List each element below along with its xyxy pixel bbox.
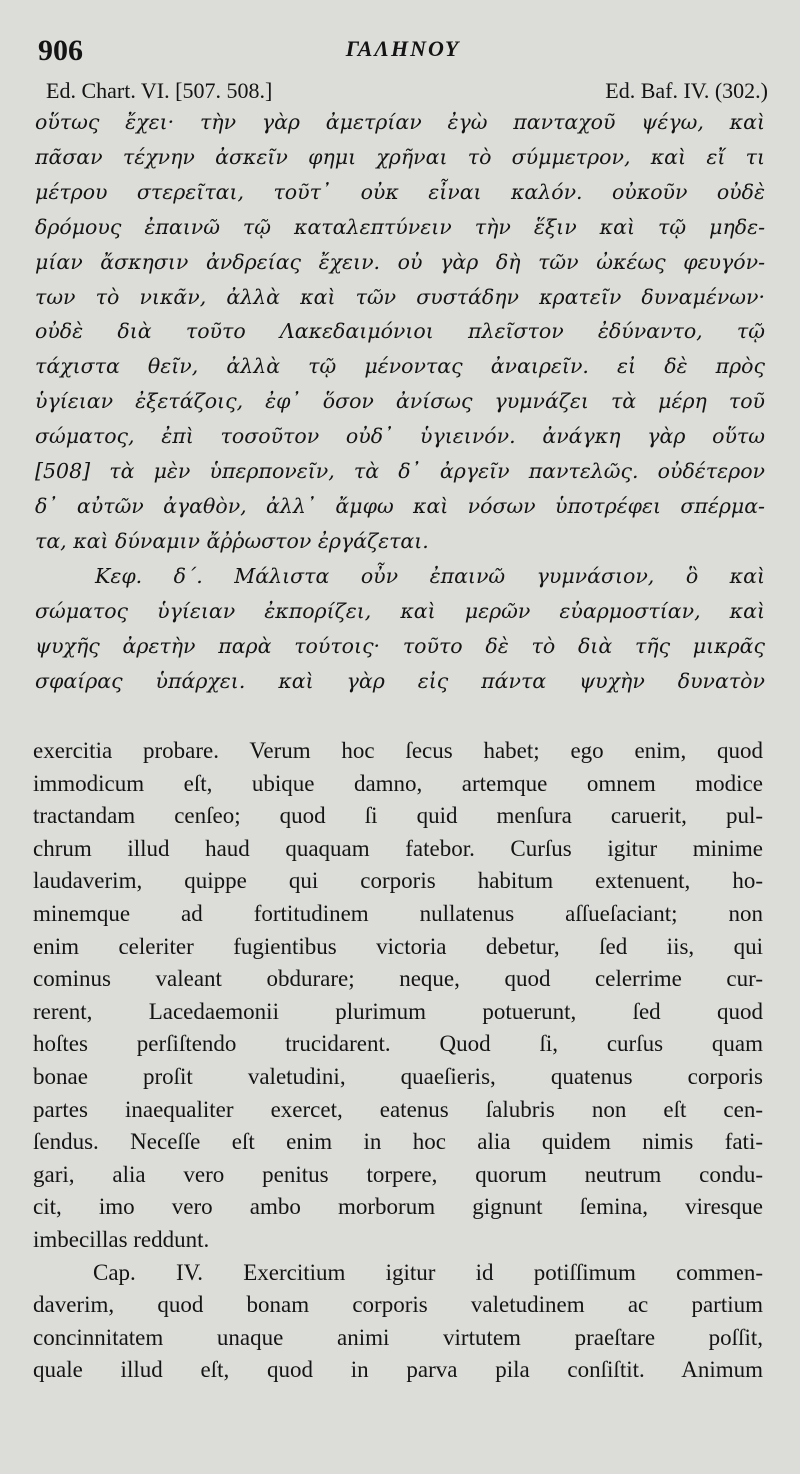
greek-line: σώματος ὑγίειαν ἐκπορίζει, καὶ μερῶν εὐαρμοστίαν, καὶ xyxy=(35,598,765,623)
latin-line: exercitia probare. Verum hoc ſecus habet; ego enim, quod xyxy=(33,738,763,763)
latin-line: quale illud eſt, quod in parva pila conſiſtit. Animum xyxy=(33,1357,763,1383)
latin-line: bonae proſit valetudini, quaeſieris, quatenus corporis xyxy=(33,1063,763,1089)
greek-line: σώματος, ἐπὶ τοσοῦτον οὐδ᾿ ὑγιεινόν. ἀνάγκη γὰρ οὕτω xyxy=(35,424,765,449)
edition-reference-line xyxy=(38,78,768,108)
edition-reference-basel: Ed. Baf. IV. (302.) xyxy=(605,78,768,103)
page-header xyxy=(38,26,768,76)
latin-line: ſendus. Neceſſe eſt enim in hoc alia quidem nimis fati- xyxy=(33,1129,763,1155)
greek-line: τα, καὶ δύναμιν ἄῤῥωστον ἐργάζεται. xyxy=(35,528,429,553)
latin-line: imbecillas reddunt. xyxy=(33,1226,210,1252)
latin-line: tractandam cenſeo; quod ſi quid menſura caruerit, pul- xyxy=(33,803,763,829)
latin-line: concinnitatem unaque animi virtutem praeſtare poſſit, xyxy=(33,1324,763,1350)
greek-chapter-heading-line: Κεφ. δ΄. Μάλιστα οὖν ἐπαινῶ γυμνάσιον, ὃ καὶ xyxy=(95,563,765,588)
greek-line: οὐδὲ διὰ τοῦτο Λακεδαιμόνιοι πλεῖστον ἐδύναντο, τῷ xyxy=(35,319,765,344)
greek-line: μίαν ἄσκησιν ἀνδρείας ἔχειν. οὐ γὰρ δὴ τῶν ὠκέως φευγόν- xyxy=(35,249,765,274)
latin-line: chrum illud haud quaquam fatebor. Curſus igitur minime xyxy=(33,835,763,861)
latin-line: cit, imo vero ambo morborum gignunt ſemina, viresque xyxy=(33,1194,763,1220)
running-title: ΓΑΛΗΝΟΥ xyxy=(345,36,461,61)
greek-line: ὑγίειαν ἐξετάζοις, ἐφ᾿ ὅσον ἀνίσως γυμνάζει τὰ μέρη τοῦ xyxy=(35,389,765,414)
greek-line: των τὸ νικᾶν, ἀλλὰ καὶ τῶν συστάδην κρατεῖν δυναμένων· xyxy=(35,284,765,309)
latin-line: immodicum eſt, ubique damno, artemque omnem modice xyxy=(33,770,763,796)
latin-line: hoſtes perſiſtendo trucidarent. Quod ſi, curſus quam xyxy=(33,1031,763,1057)
greek-line: τάχιστα θεῖν, ἀλλὰ τῷ μένοντας ἀναιρεῖν. εἰ δὲ πρὸς xyxy=(35,354,765,379)
greek-line: δ᾿ αὐτῶν ἀγαθὸν, ἀλλ᾿ ἄμφω καὶ νόσων ὑποτρέφει σπέρμα- xyxy=(35,493,765,518)
greek-line: οὕτως ἔχει· τὴν γὰρ ἀμετρίαν ἐγὼ πανταχοῦ ψέγω, καὶ xyxy=(35,110,765,134)
greek-line: σφαίρας ὑπάρχει. καὶ γὰρ εἰς πάντα ψυχὴν δυνατὸν xyxy=(35,668,765,693)
latin-line: partes inaequaliter exercet, eatenus ſalubris non eſt cen- xyxy=(33,1096,763,1122)
greek-line: ψυχῆς ἀρετὴν παρὰ τούτοις· τοῦτο δὲ τὸ διὰ τῆς μικρᾶς xyxy=(35,633,765,658)
latin-line: daverim, quod bonam corporis valetudinem ac partium xyxy=(33,1292,763,1318)
greek-line: [508] τὰ μὲν ὑπερπονεῖν, τὰ δ᾿ ἀργεῖν παντελῶς. οὐδέτερον xyxy=(35,459,765,484)
latin-line: cominus valeant obdurare; neque, quod celerrime cur- xyxy=(33,966,763,992)
greek-line: δρόμους ἐπαινῶ τῷ καταλεπτύνειν τὴν ἕξιν καὶ τῷ μηδε- xyxy=(35,214,765,239)
latin-line: rerent, Lacedaemonii plurimum potuerunt, ſed quod xyxy=(33,998,763,1024)
latin-line: gari, alia vero penitus torpere, quorum neutrum condu- xyxy=(33,1161,763,1187)
page-number: 906 xyxy=(38,34,83,67)
latin-line: enim celeriter fugientibus victoria debetur, ſed iis, qui xyxy=(33,933,763,959)
latin-line: laudaverim, quippe qui corporis habitum extenuent, ho- xyxy=(33,868,763,894)
latin-line: minemque ad fortitudinem nullatenus aſſueſaciant; non xyxy=(33,900,763,926)
edition-reference-chartier: Ed. Chart. VI. [507. 508.] xyxy=(46,78,273,103)
greek-line: μέτρου στερεῖται, τοῦτ᾿ οὐκ εἶναι καλόν. οὐκοῦν οὐδὲ xyxy=(35,179,765,204)
greek-line: πᾶσαν τέχνην ἀσκεῖν φημι χρῆναι τὸ σύμμετρον, καὶ εἴ τι xyxy=(35,144,765,169)
latin-text-block xyxy=(33,735,763,1387)
latin-chapter-heading-line: Cap. IV. Exercitium igitur id potiſſimum commen- xyxy=(93,1259,763,1285)
greek-text-block xyxy=(35,105,765,698)
